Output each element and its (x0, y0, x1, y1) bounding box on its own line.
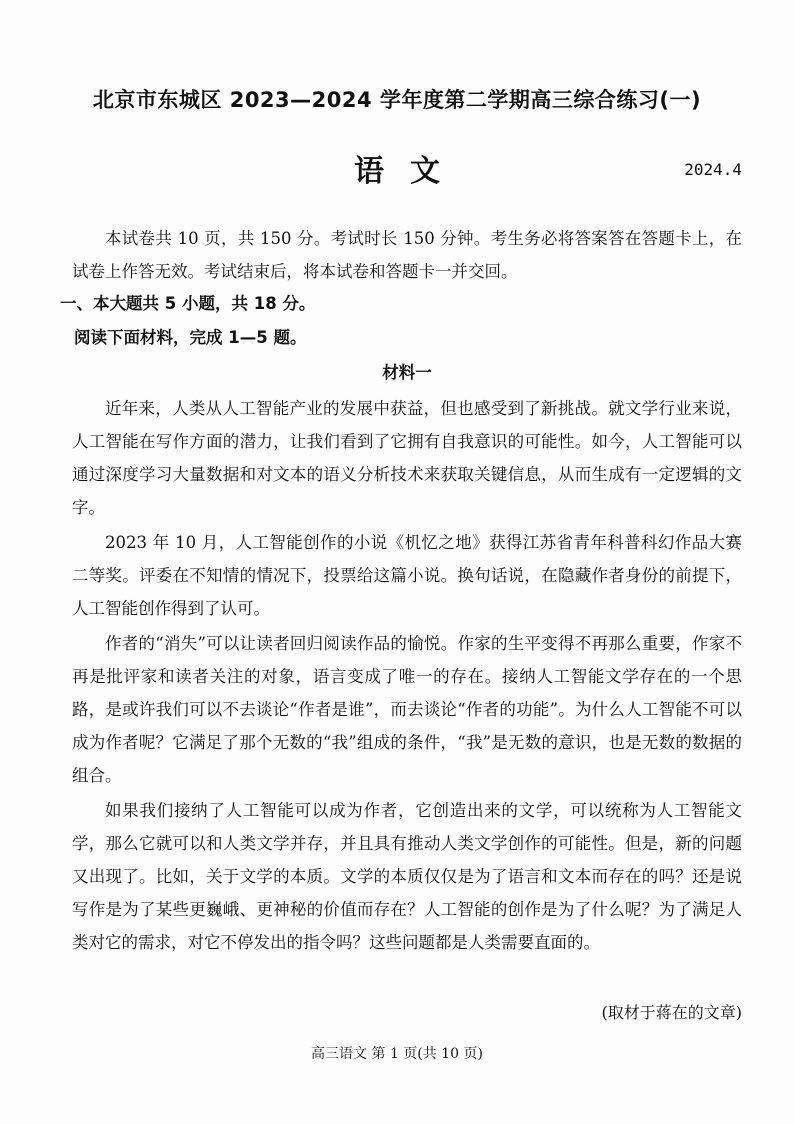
page-footer: 高三语文 第 1 页(共 10 页) (311, 1046, 483, 1062)
instructions-block (72, 222, 742, 288)
material-paragraph: 如果我们接纳了人工智能可以成为作者，它创造出来的文学，可以统称为人工智能文学，那么它就可以和人类文学并存，并且具有推动人类文学创作的可能性。但是，新的问题又出现了。比如，关于文学的本质。文学的本质仅仅是为了语言和文本而存在的吗？还是说写作是为了某些更巍峨、更神秘的价值而存在？人工智能的创作是为了什么呢？为了满足人类对它的需求，对它不停发出的指令吗？这些问题都是人类需要直面的。 (72, 801, 742, 952)
material-paragraph: 2023 年 10 月，人工智能创作的小说《机忆之地》获得江苏省青年科普科幻作品大赛二等奖。评委在不知情的情况下，投票给这篇小说。换句话说，在隐藏作者身份的前提下，人工智能创作得到了认可。 (72, 533, 742, 618)
subject-title: 语文 (354, 154, 466, 189)
material-title: 材料一 (382, 363, 432, 382)
exam-date: 2024.4 (684, 160, 742, 179)
exam-title: 北京市东城区 2023—2024 学年度第二学期高三综合练习(一) (92, 88, 702, 112)
material-paragraph: 近年来，人类从人工智能产业的发展中获益，但也感受到了新挑战。就文学行业来说，人工智能在写作方面的潜力，让我们看到了它拥有自我意识的可能性。如今，人工智能可以通过深度学习大量数据和对文本的语义分析技术来获取关键信息，从而生成有一定逻辑的文字。 (72, 399, 742, 517)
material-source: (取材于蒋在的文章) (601, 1003, 742, 1022)
direction-block (74, 321, 742, 354)
material-paragraph: 作者的“消失”可以让读者回归阅读作品的愉悦。作家的生平变得不再那么重要，作家不再是批评家和读者关注的对象，语言变成了唯一的存在。接纳人工智能文学存在的一个思路，是或许我们可以不去谈论“作者是谁”，而去谈论“作者的功能”。为什么人工智能不可以成为作者呢？它满足了那个无数的“我”组成的条件，“我”是无数的意识，也是无数的数据的组合。 (72, 634, 742, 785)
instructions-text: 本试卷共 10 页，共 150 分。考试时长 150 分钟。考生务必将答案答在答题卡上，在试卷上作答无效。考试结束后，将本试卷和答题卡一并交回。 (72, 229, 742, 281)
material-title-block (72, 356, 742, 389)
section-heading: 一、本大题共 5 小题，共 18 分。 (60, 294, 316, 313)
section-heading-block (60, 287, 742, 320)
reading-direction: 阅读下面材料，完成 1—5 题。 (74, 328, 307, 347)
material-body (72, 392, 742, 959)
